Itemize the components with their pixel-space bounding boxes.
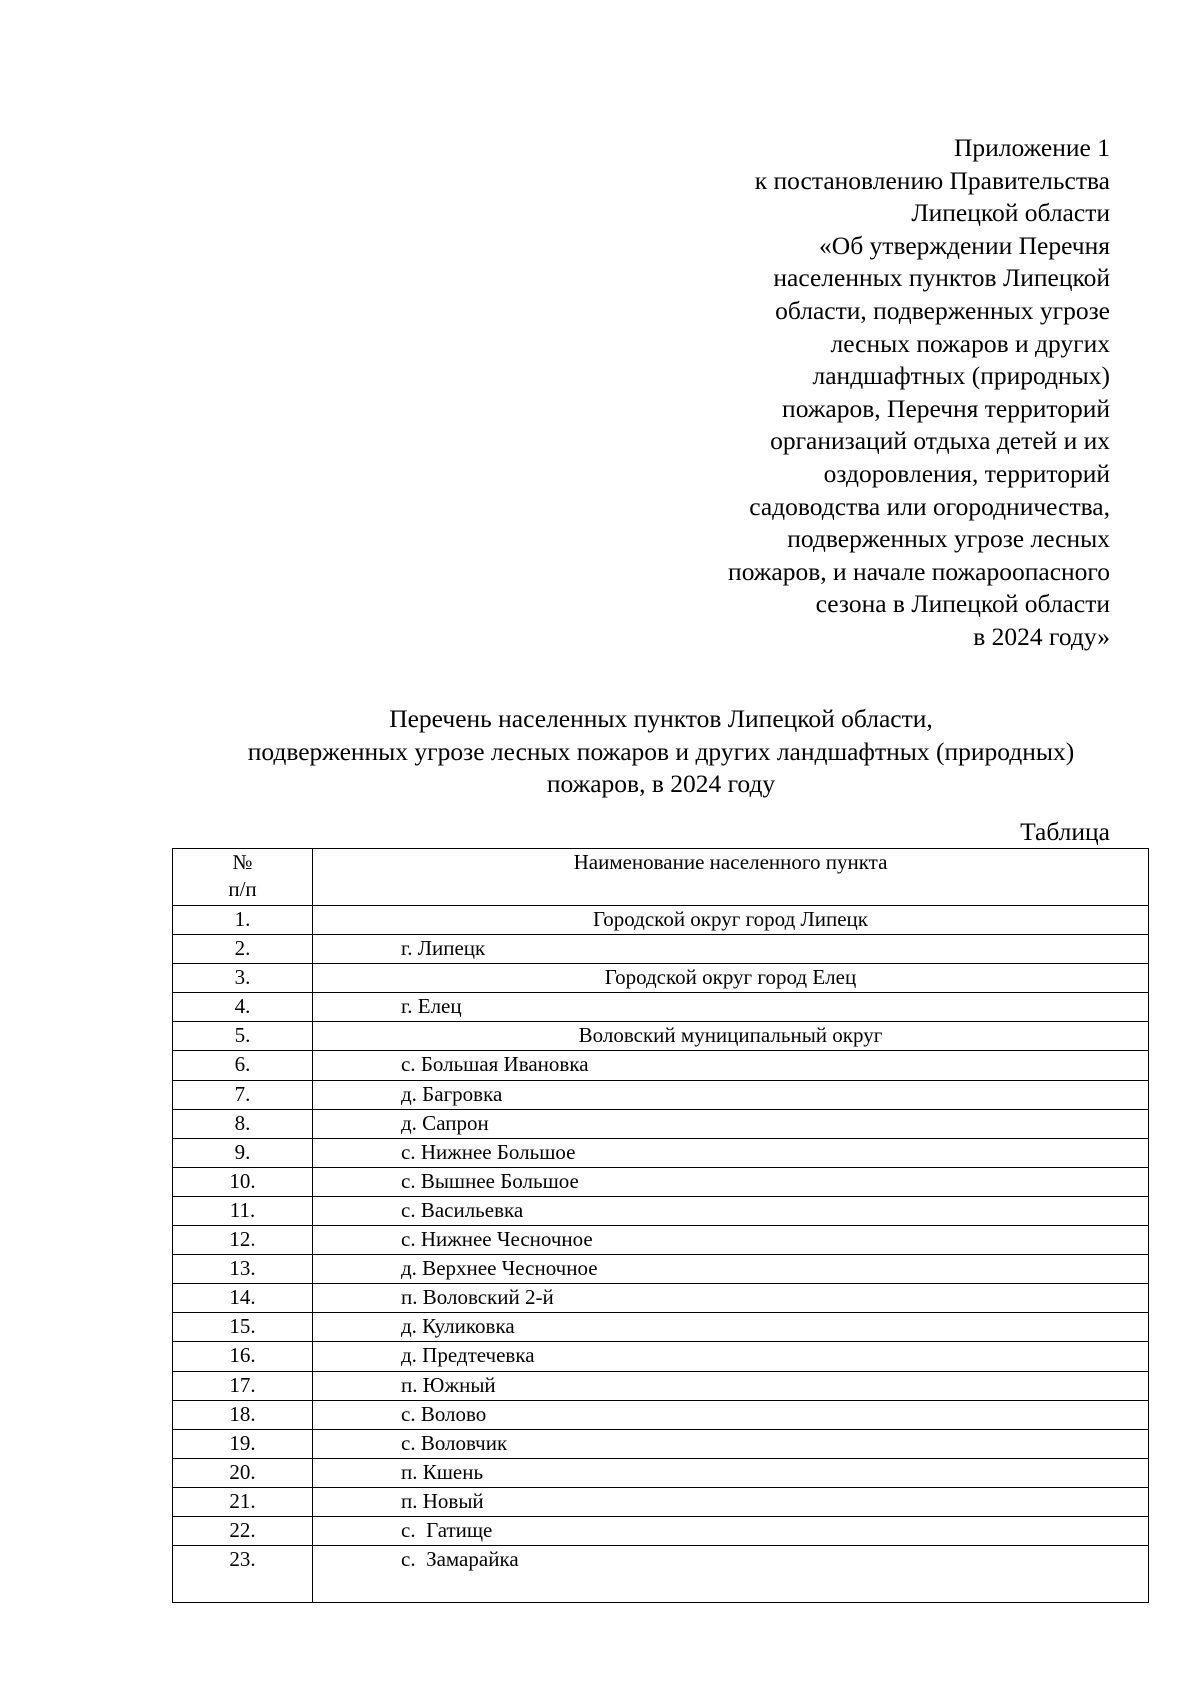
settlement-name: с. Васильевка xyxy=(313,1196,1149,1225)
table-row xyxy=(173,1313,1149,1342)
settlement-name: г. Липецк xyxy=(313,935,1149,964)
settlement-name: с. Нижнее Чесночное xyxy=(313,1226,1149,1255)
row-number: 12. xyxy=(173,1226,313,1255)
document-title xyxy=(172,703,1150,801)
title-line: пожаров, в 2024 году xyxy=(546,769,776,798)
row-number: 21. xyxy=(173,1487,313,1516)
settlement-name: г. Елец xyxy=(313,993,1149,1022)
settlement-name: с. Гатище xyxy=(313,1516,1149,1545)
appendix-line: лесных пожаров и других xyxy=(830,328,1110,358)
district-name: Воловский муниципальный округ xyxy=(313,1022,1149,1051)
settlement-name: с. Волово xyxy=(313,1400,1149,1429)
settlement-name: с. Воловчик xyxy=(313,1429,1149,1458)
appendix-line: в 2024 году» xyxy=(973,621,1110,651)
table-row xyxy=(173,1487,1149,1516)
appendix-line: оздоровления, территорий xyxy=(823,458,1110,488)
table-row xyxy=(173,1400,1149,1429)
appendix-line: Приложение 1 xyxy=(954,133,1110,162)
header-number-abbr: п/п xyxy=(228,877,257,901)
row-number: 11. xyxy=(173,1196,313,1225)
row-number: 4. xyxy=(173,993,313,1022)
row-number: 9. xyxy=(173,1138,313,1167)
settlement-name: п. Южный xyxy=(313,1371,1149,1400)
table-row xyxy=(173,1196,1149,1225)
settlement-name: с. Вышнее Большое xyxy=(313,1167,1149,1196)
appendix-line: пожаров, и начале пожароопасного xyxy=(728,556,1110,586)
settlement-name: д. Багровка xyxy=(313,1080,1149,1109)
table-row xyxy=(173,1080,1149,1109)
appendix-line: населенных пунктов Липецкой xyxy=(773,263,1110,293)
table-header-row xyxy=(173,849,1149,906)
table-row xyxy=(173,993,1149,1022)
settlements-table xyxy=(172,848,1149,1603)
table-row xyxy=(173,1255,1149,1284)
row-number: 17. xyxy=(173,1371,313,1400)
table-row xyxy=(173,1226,1149,1255)
settlement-name: д. Сапрон xyxy=(313,1109,1149,1138)
row-number: 23. xyxy=(173,1546,313,1603)
table-row xyxy=(173,1167,1149,1196)
table-row xyxy=(173,1516,1149,1545)
table-row xyxy=(173,1051,1149,1080)
row-number: 19. xyxy=(173,1429,313,1458)
appendix-line: организаций отдыха детей и их xyxy=(770,426,1110,456)
row-number: 18. xyxy=(173,1400,313,1429)
table-row xyxy=(173,1371,1149,1400)
table-row xyxy=(173,1546,1149,1603)
appendix-line: «Об утверждении Перечня xyxy=(819,230,1110,260)
appendix-line: сезона в Липецкой области xyxy=(815,589,1110,619)
row-number: 2. xyxy=(173,935,313,964)
appendix-line: ландшафтных (природных) xyxy=(812,361,1110,391)
table-row xyxy=(173,1458,1149,1487)
row-number: 7. xyxy=(173,1080,313,1109)
row-number: 1. xyxy=(173,906,313,935)
title-line: Перечень населенных пунктов Липецкой области, xyxy=(389,704,933,733)
table-label: Таблица xyxy=(1020,817,1110,846)
header-number-cell xyxy=(173,849,313,906)
row-number: 14. xyxy=(173,1284,313,1313)
row-number: 10. xyxy=(173,1167,313,1196)
row-number: 13. xyxy=(173,1255,313,1284)
table-row xyxy=(173,1429,1149,1458)
row-number: 15. xyxy=(173,1313,313,1342)
appendix-line: пожаров, Перечня территорий xyxy=(782,393,1110,423)
appendix-line: к постановлению Правительства xyxy=(754,165,1110,195)
district-name: Городской округ город Елец xyxy=(313,964,1149,993)
table-row xyxy=(173,1022,1149,1051)
table-row xyxy=(173,935,1149,964)
district-name: Городской округ город Липецк xyxy=(313,906,1149,935)
row-number: 16. xyxy=(173,1342,313,1371)
table-row xyxy=(173,1138,1149,1167)
table-row xyxy=(173,1284,1149,1313)
appendix-line: подверженных угрозе лесных xyxy=(787,524,1110,554)
settlement-name: д. Предтечевка xyxy=(313,1342,1149,1371)
appendix-line: Липецкой области xyxy=(911,198,1110,228)
settlement-name: п. Новый xyxy=(313,1487,1149,1516)
row-number: 6. xyxy=(173,1051,313,1080)
settlement-name: с. Большая Ивановка xyxy=(313,1051,1149,1080)
header-number-sign: № xyxy=(232,850,253,874)
appendix-header xyxy=(590,132,1110,654)
settlement-name: п. Воловский 2-й xyxy=(313,1284,1149,1313)
table-row xyxy=(173,906,1149,935)
settlement-name: с. Нижнее Большое xyxy=(313,1138,1149,1167)
settlement-name: п. Кшень xyxy=(313,1458,1149,1487)
row-number: 5. xyxy=(173,1022,313,1051)
settlement-name: д. Верхнее Чесночное xyxy=(313,1255,1149,1284)
table-row xyxy=(173,1342,1149,1371)
row-number: 3. xyxy=(173,964,313,993)
settlement-name: д. Куликовка xyxy=(313,1313,1149,1342)
table-row xyxy=(173,1109,1149,1138)
appendix-line: садоводства или огородничества, xyxy=(749,491,1110,521)
title-line: подверженных угрозе лесных пожаров и других ландшафтных (природных) xyxy=(247,736,1075,766)
settlement-name: с. Замарайка xyxy=(313,1546,1149,1603)
appendix-line: области, подверженных угрозе xyxy=(775,295,1110,325)
row-number: 22. xyxy=(173,1516,313,1545)
row-number: 8. xyxy=(173,1109,313,1138)
table-row xyxy=(173,964,1149,993)
row-number: 20. xyxy=(173,1458,313,1487)
header-name-cell: Наименование населенного пункта xyxy=(313,849,1149,906)
